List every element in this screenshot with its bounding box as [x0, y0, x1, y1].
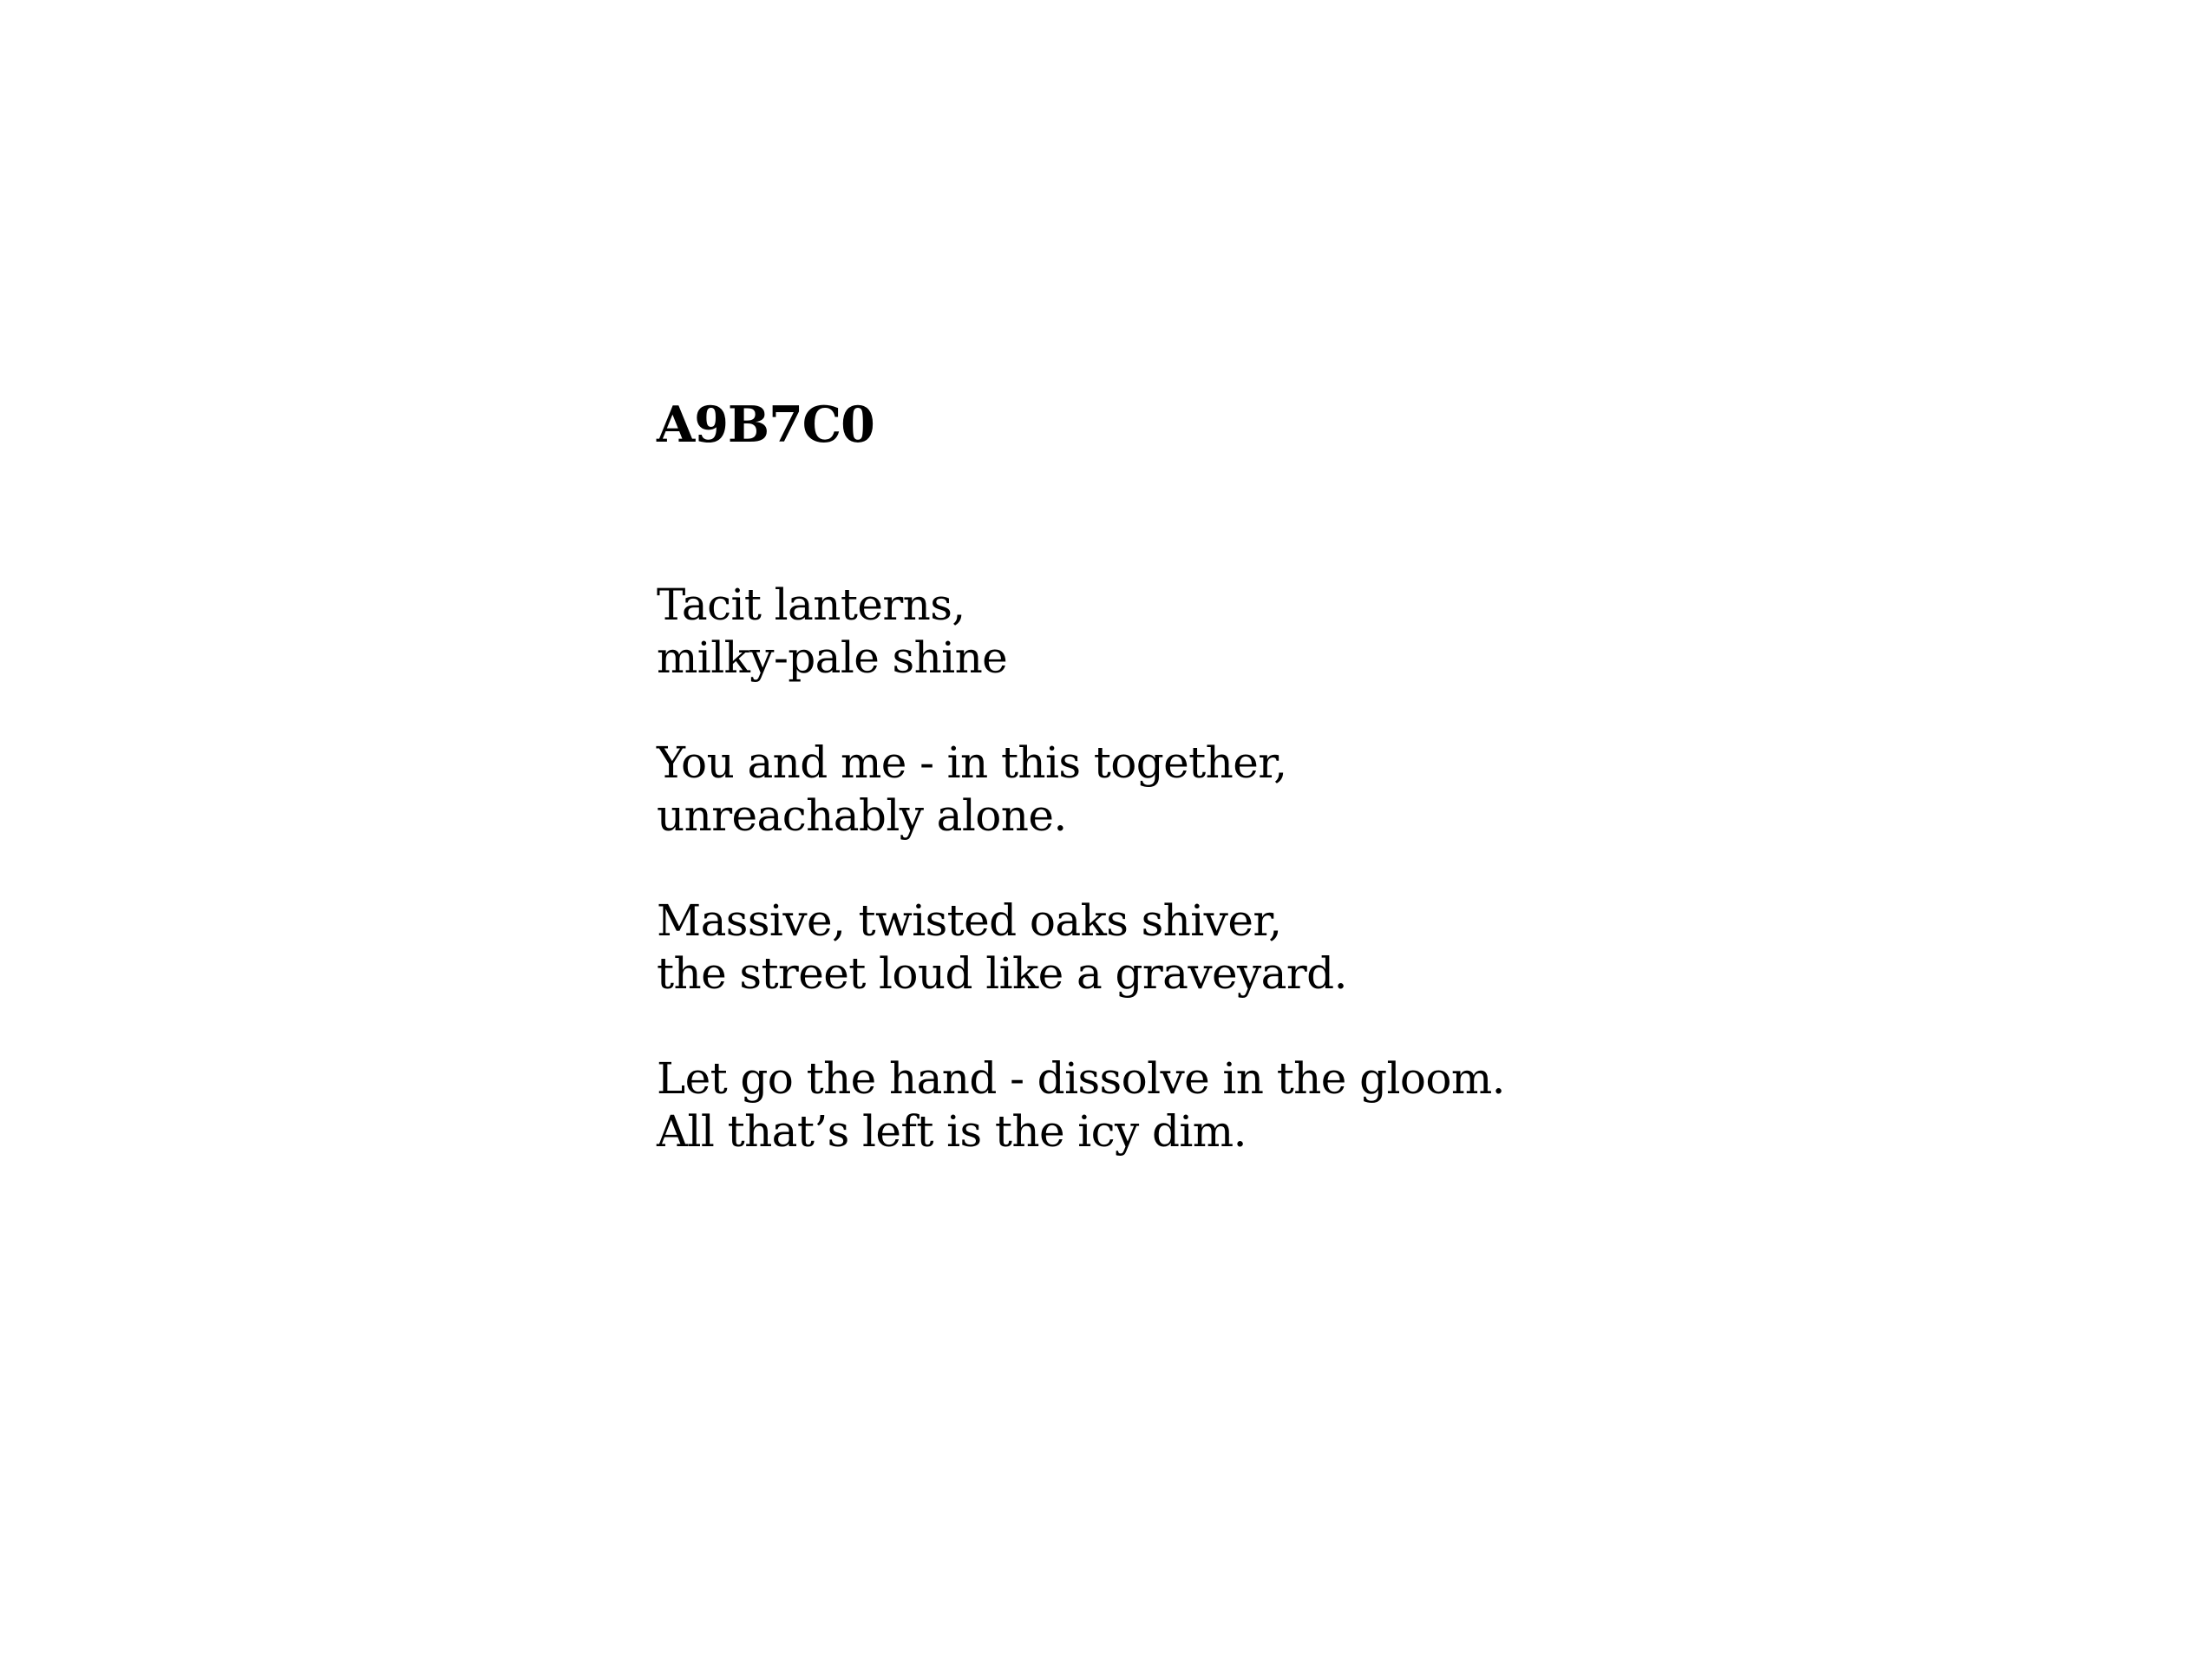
poem-line: unreachably alone. — [657, 790, 1067, 841]
poem-body — [657, 579, 1871, 1158]
stanza-2 — [657, 737, 1871, 843]
poem-line: Let go the hand - dissolve in the gloom. — [657, 1053, 1505, 1104]
poem-line: All that’s left is the icy dim. — [657, 1106, 1247, 1157]
poem-title: A9B7C0 — [657, 396, 874, 454]
stanza-3 — [657, 895, 1871, 1000]
poem-line: the street loud like a graveyard. — [657, 948, 1347, 999]
stanza-4 — [657, 1052, 1871, 1158]
poem — [657, 395, 1871, 1210]
stanza-1 — [657, 579, 1871, 685]
poem-line: Tacit lanterns, — [657, 580, 965, 630]
poem-line: milky-pale shine — [657, 633, 1008, 683]
poem-line: You and me - in this together, — [657, 738, 1287, 788]
poem-line: Massive, twisted oaks shiver, — [657, 895, 1282, 946]
